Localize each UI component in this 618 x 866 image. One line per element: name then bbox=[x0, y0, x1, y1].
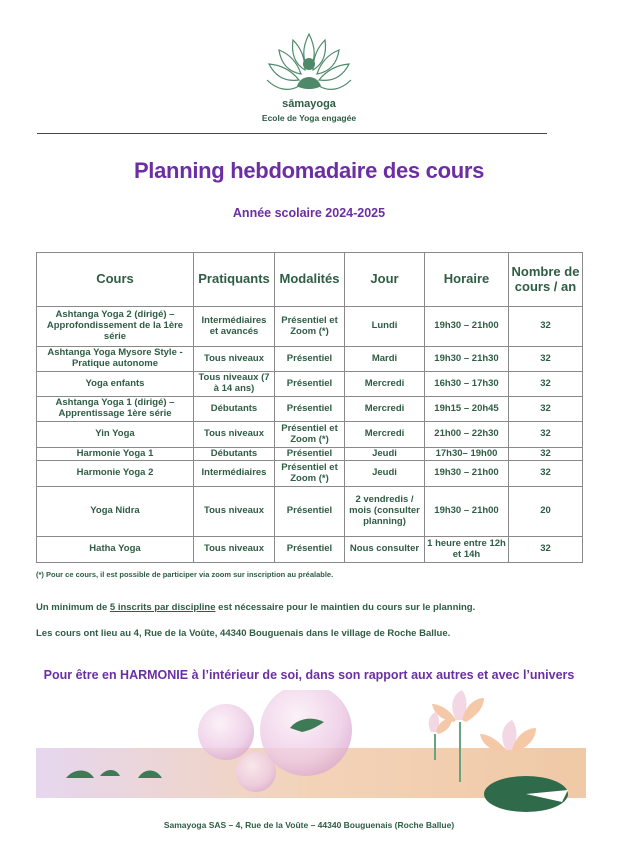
cell-modalites: Présentiel et Zoom (*) bbox=[275, 307, 345, 347]
cell-horaire: 19h15 – 20h45 bbox=[425, 397, 509, 422]
cell-horaire: 1 heure entre 12h et 14h bbox=[425, 537, 509, 563]
cell-cours: Harmonie Yoga 2 bbox=[37, 461, 194, 487]
cell-pratiquants: Tous niveaux bbox=[194, 487, 275, 537]
minimum-text-before: Un minimum de bbox=[36, 602, 110, 613]
cell-modalites: Présentiel bbox=[275, 487, 345, 537]
cell-pratiquants: Tous niveaux (7 à 14 ans) bbox=[194, 372, 275, 397]
cell-nombre: 32 bbox=[509, 372, 583, 397]
table-row bbox=[37, 461, 583, 487]
table-row bbox=[37, 372, 583, 397]
cell-horaire: 19h30 – 21h00 bbox=[425, 307, 509, 347]
brand-tagline: Ecole de Yoga engagée bbox=[261, 113, 357, 123]
cell-cours: Ashtanga Yoga 2 (dirigé) – Approfondissement de la 1ère série bbox=[37, 307, 194, 347]
cell-pratiquants: Tous niveaux bbox=[194, 537, 275, 563]
cell-modalites: Présentiel et Zoom (*) bbox=[275, 461, 345, 487]
table-row bbox=[37, 537, 583, 563]
cell-cours: Yin Yoga bbox=[37, 422, 194, 448]
cell-pratiquants: Tous niveaux bbox=[194, 347, 275, 372]
header-modalites: Modalités bbox=[275, 253, 345, 307]
cell-cours: Ashtanga Yoga 1 (dirigé) – Apprentissage 1ère série bbox=[37, 397, 194, 422]
table-header-row bbox=[37, 253, 583, 307]
bubble bbox=[236, 752, 276, 792]
cell-jour: Mercredi bbox=[345, 422, 425, 448]
cell-nombre: 32 bbox=[509, 537, 583, 563]
cell-jour: Mercredi bbox=[345, 372, 425, 397]
header-divider bbox=[37, 133, 547, 134]
schedule-table bbox=[36, 252, 583, 563]
cell-modalites: Présentiel bbox=[275, 372, 345, 397]
lotus-pond-illustration bbox=[36, 690, 586, 820]
cell-pratiquants: Intermédiaires bbox=[194, 461, 275, 487]
table-row bbox=[37, 487, 583, 537]
table-row bbox=[37, 347, 583, 372]
header-cours: Cours bbox=[37, 253, 194, 307]
cell-modalites: Présentiel bbox=[275, 448, 345, 461]
header-jour: Jour bbox=[345, 253, 425, 307]
header-nombre: Nombre de cours / an bbox=[509, 253, 583, 307]
cell-jour: Jeudi bbox=[345, 461, 425, 487]
lotus-flower-icon bbox=[480, 720, 536, 752]
header-pratiquants: Pratiquants bbox=[194, 253, 275, 307]
cell-horaire: 19h30 – 21h30 bbox=[425, 347, 509, 372]
cell-cours: Harmonie Yoga 1 bbox=[37, 448, 194, 461]
page-title: Planning hebdomadaire des cours bbox=[133, 158, 485, 183]
cell-pratiquants: Intermédiaires et avancés bbox=[194, 307, 275, 347]
cell-modalites: Présentiel bbox=[275, 347, 345, 372]
cell-modalites: Présentiel bbox=[275, 537, 345, 563]
footer-address: Samayoga SAS – 4, Rue de la Voûte – 44340 Bouguenais (Roche Ballue) bbox=[163, 820, 455, 830]
cell-horaire: 19h30 – 21h00 bbox=[425, 487, 509, 537]
cell-horaire: 21h00 – 22h30 bbox=[425, 422, 509, 448]
cell-cours: Ashtanga Yoga Mysore Style - Pratique autonome bbox=[37, 347, 194, 372]
zoom-note: (*) Pour ce cours, il est possible de participer via zoom sur inscription au préalable. bbox=[36, 570, 334, 579]
cell-jour: Jeudi bbox=[345, 448, 425, 461]
cell-pratiquants: Débutants bbox=[194, 397, 275, 422]
cell-horaire: 19h30 – 21h00 bbox=[425, 461, 509, 487]
cell-jour: Nous consulter bbox=[345, 537, 425, 563]
table-row bbox=[37, 307, 583, 347]
slogan: Pour être en HARMONIE à l’intérieur de soi, dans son rapport aux autres et avec l’univers bbox=[43, 668, 575, 682]
table-row bbox=[37, 422, 583, 448]
cell-nombre: 32 bbox=[509, 422, 583, 448]
minimum-text-after: est nécessaire pour le maintien du cours sur le planning. bbox=[215, 602, 476, 613]
school-year: Année scolaire 2024-2025 bbox=[232, 206, 386, 220]
cell-horaire: 16h30 – 17h30 bbox=[425, 372, 509, 397]
table-row bbox=[37, 448, 583, 461]
minimum-link: 5 inscrits par discipline bbox=[109, 602, 216, 613]
cell-cours: Yoga enfants bbox=[37, 372, 194, 397]
cell-pratiquants: Tous niveaux bbox=[194, 422, 275, 448]
cell-cours: Hatha Yoga bbox=[37, 537, 194, 563]
cell-nombre: 20 bbox=[509, 487, 583, 537]
cell-jour: Mardi bbox=[345, 347, 425, 372]
cell-jour: 2 vendredis / mois (consulter planning) bbox=[345, 487, 425, 537]
cell-jour: Mercredi bbox=[345, 397, 425, 422]
header-horaire: Horaire bbox=[425, 253, 509, 307]
cell-nombre: 32 bbox=[509, 397, 583, 422]
minimum-enrolment-text bbox=[36, 602, 475, 613]
location-text: Les cours ont lieu au 4, Rue de la Voûte, 44340 Bouguenais dans le village de Roche Ballue. bbox=[36, 628, 451, 639]
cell-jour: Lundi bbox=[345, 307, 425, 347]
table-row bbox=[37, 397, 583, 422]
bubble bbox=[198, 704, 254, 760]
cell-nombre: 32 bbox=[509, 461, 583, 487]
cell-nombre: 32 bbox=[509, 307, 583, 347]
cell-nombre: 32 bbox=[509, 347, 583, 372]
cell-horaire: 17h30– 19h00 bbox=[425, 448, 509, 461]
cell-modalites: Présentiel et Zoom (*) bbox=[275, 422, 345, 448]
cell-pratiquants: Débutants bbox=[194, 448, 275, 461]
cell-cours: Yoga Nidra bbox=[37, 487, 194, 537]
cell-nombre: 32 bbox=[509, 448, 583, 461]
brand-name: sāmayoga bbox=[282, 98, 336, 110]
cell-modalites: Présentiel bbox=[275, 397, 345, 422]
